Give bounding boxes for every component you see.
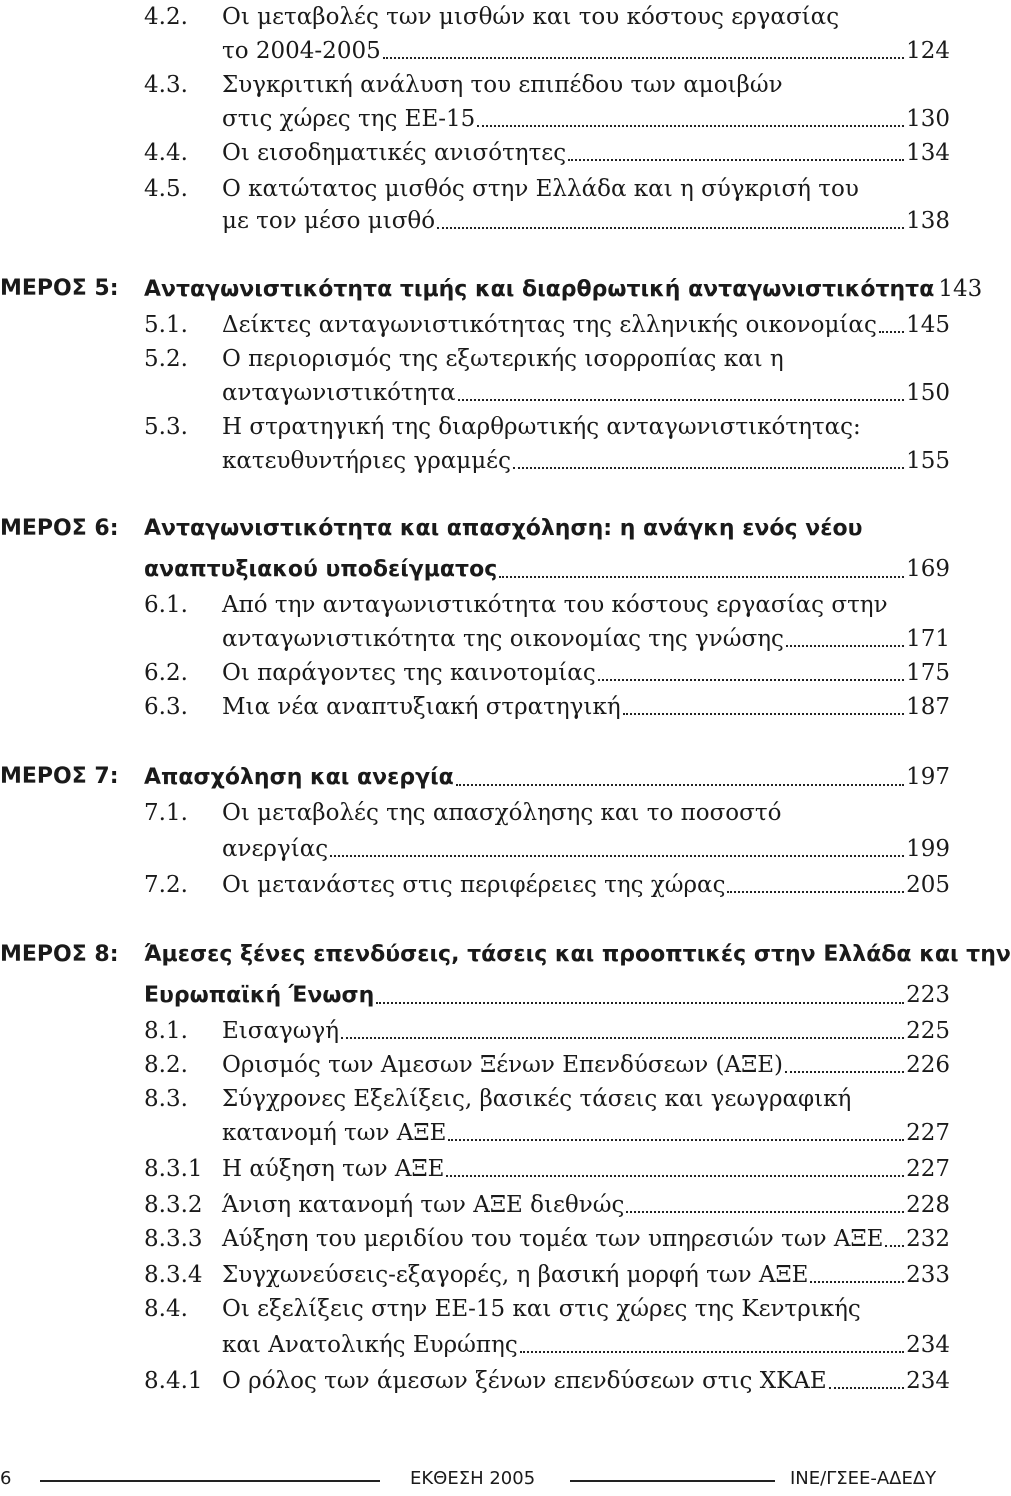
section-number: 5.2. (144, 346, 188, 372)
section-number: 8.4. (144, 1296, 188, 1322)
dot-leader (456, 784, 904, 786)
dot-leader (446, 1175, 904, 1177)
page-number: 150 (906, 380, 950, 406)
page-number: 227 (906, 1156, 950, 1182)
section-number: 5.3. (144, 414, 188, 440)
section-title: Συγκριτική ανάλυση του επιπέδου των αμοιβών (222, 72, 783, 98)
section-title: Η αύξηση των ΑΞΕ (222, 1156, 445, 1182)
section-title: Ορισμός των Αμεσων Ξένων Επενδύσεων (ΑΞΕ) (222, 1052, 784, 1078)
toc-entry-line (0, 690, 960, 724)
toc-entry-line (0, 0, 960, 34)
part-label: ΜΕΡΟΣ 8: (0, 942, 119, 967)
section-title: Άνιση κατανομή των ΑΞΕ διεθνώς (222, 1192, 625, 1218)
page-number: 205 (906, 872, 950, 898)
dot-leader (499, 576, 904, 578)
dot-leader (513, 467, 904, 469)
section-title: Οι εξελίξεις στην ΕΕ-15 και στις χώρες της Κεντρικής (222, 1296, 861, 1322)
footer-rule-right (570, 1480, 775, 1482)
toc-entry-line (0, 1328, 960, 1362)
toc-entry-line (0, 1014, 960, 1048)
dot-leader (568, 159, 904, 161)
footer-page-number: 6 (0, 1468, 12, 1489)
toc-entry-line (0, 34, 960, 68)
section-number: 8.3.2 (144, 1192, 203, 1218)
dot-leader (376, 1002, 904, 1004)
page-number: 134 (906, 140, 950, 166)
toc-entry-line (0, 68, 960, 102)
dot-leader (458, 399, 904, 401)
section-number: 4.4. (144, 140, 188, 166)
toc-entry-line (0, 622, 960, 656)
section-number: 4.2. (144, 4, 188, 30)
dot-leader (829, 1387, 904, 1389)
part-title: Ευρωπαϊκή Ένωση (144, 983, 375, 1008)
page-number: 226 (906, 1052, 950, 1078)
section-title: Οι μεταβολές των μισθών και του κόστους εργασίας (222, 4, 840, 30)
section-title: ανεργίας (222, 836, 329, 862)
section-title: Μια νέα αναπτυξιακή στρατηγική (222, 694, 621, 720)
section-number: 8.3. (144, 1086, 188, 1112)
section-title: Ο ρόλος των άμεσων ξένων επενδύσεων στις ΧΚΑΕ (222, 1368, 827, 1394)
page-number: 228 (906, 1192, 950, 1218)
toc-entry-line (0, 656, 960, 690)
section-title: Συγχωνεύσεις-εξαγορές, η βασική μορφή των ΑΞΕ (222, 1262, 809, 1288)
toc-entry-line (0, 796, 960, 830)
part-label: ΜΕΡΟΣ 7: (0, 764, 119, 789)
page-number: 233 (906, 1262, 950, 1288)
section-title: Δείκτες ανταγωνιστικότητας της ελληνικής οικονομίας (222, 312, 877, 338)
part-label: ΜΕΡΟΣ 5: (0, 276, 119, 301)
toc-entry-line (0, 1258, 960, 1292)
toc-entry-line (0, 832, 960, 866)
footer-right-text: ΙΝΕ/ΓΣΕΕ-ΑΔΕΔΥ (790, 1468, 937, 1489)
part-title: Ανταγωνιστικότητα τιμής και διαρθρωτική ανταγωνιστικότητα (144, 277, 935, 302)
page-number: 175 (906, 660, 950, 686)
section-title: ανταγωνιστικότητα της οικονομίας της γνώσης (222, 626, 784, 652)
part-heading-line (0, 760, 960, 794)
part-heading-line (0, 272, 983, 306)
toc-entry-line (0, 172, 960, 206)
part-heading-line (0, 552, 960, 586)
toc-entry-line (0, 1364, 960, 1398)
toc-entry-line (0, 1082, 960, 1116)
toc-entry-line (0, 444, 960, 478)
section-title: στις χώρες της ΕΕ-15 (222, 106, 476, 132)
section-title: το 2004-2005 (222, 38, 381, 64)
toc-entry-line (0, 376, 960, 410)
dot-leader (727, 891, 904, 893)
section-number: 7.1. (144, 800, 188, 826)
dot-leader (598, 679, 904, 681)
section-number: 4.3. (144, 72, 188, 98)
dot-leader (785, 1071, 904, 1073)
page-footer (0, 1466, 960, 1494)
footer-center-text: ΕΚΘΕΣΗ 2005 (410, 1468, 536, 1489)
dot-leader (520, 1351, 904, 1353)
page-number: 138 (906, 208, 950, 234)
section-number: 7.2. (144, 872, 188, 898)
section-number: 8.2. (144, 1052, 188, 1078)
dot-leader (885, 1245, 904, 1247)
toc-entry-line (0, 102, 960, 136)
section-title: Η στρατηγική της διαρθρωτικής ανταγωνιστικότητας: (222, 414, 861, 440)
toc-entry-line (0, 1048, 960, 1082)
page-number: 197 (906, 764, 950, 790)
page-number: 225 (906, 1018, 950, 1044)
section-title: κατανομή των ΑΞΕ (222, 1120, 447, 1146)
dot-leader (810, 1281, 904, 1283)
section-title: και Ανατολικής Ευρώπης (222, 1332, 518, 1358)
section-number: 8.3.1 (144, 1156, 203, 1182)
toc-entry-line (0, 1292, 960, 1326)
section-title: με τον μέσο μισθό (222, 208, 436, 234)
section-number: 8.3.3 (144, 1226, 203, 1252)
toc-entry-line (0, 136, 960, 170)
section-number: 4.5. (144, 176, 188, 202)
part-title: αναπτυξιακού υποδείγματος (144, 557, 498, 582)
section-title: Αύξηση του μεριδίου του τομέα των υπηρεσιών των ΑΞΕ (222, 1226, 884, 1252)
section-number: 6.1. (144, 592, 188, 618)
page-number: 232 (906, 1226, 950, 1252)
section-number: 6.2. (144, 660, 188, 686)
section-title: Από την ανταγωνιστικότητα του κόστους εργασίας στην (222, 592, 888, 618)
section-title: κατευθυντήριες γραμμές (222, 448, 511, 474)
page-number: 130 (906, 106, 950, 132)
section-title: Οι παράγοντες της καινοτομίας (222, 660, 596, 686)
page-number: 234 (906, 1368, 950, 1394)
page-number: 187 (906, 694, 950, 720)
toc-entry-line (0, 868, 960, 902)
toc-entry-line (0, 342, 960, 376)
toc-entry-line (0, 588, 960, 622)
toc-entry-line (0, 308, 960, 342)
part-title: Άμεσες ξένες επενδύσεις, τάσεις και προοπτικές στην Ελλάδα και την (144, 942, 1011, 967)
part-label: ΜΕΡΟΣ 6: (0, 516, 119, 541)
section-number: 8.3.4 (144, 1262, 203, 1288)
dot-leader (448, 1139, 904, 1141)
page-number: 169 (906, 556, 950, 582)
dot-leader (383, 57, 904, 59)
section-number: 8.1. (144, 1018, 188, 1044)
section-title: Σύγχρονες Εξελίξεις, βασικές τάσεις και γεωγραφική (222, 1086, 852, 1112)
section-title: Οι εισοδηματικές ανισότητες (222, 140, 567, 166)
part-heading-line (0, 938, 1011, 972)
page-number: 223 (906, 982, 950, 1008)
page-number: 171 (906, 626, 950, 652)
section-number: 5.1. (144, 312, 188, 338)
section-number: 6.3. (144, 694, 188, 720)
dot-leader (330, 855, 904, 857)
toc-entry-line (0, 1222, 960, 1256)
section-title: Εισαγωγή (222, 1018, 340, 1044)
part-title: Απασχόληση και ανεργία (144, 765, 454, 790)
dot-leader (786, 645, 904, 647)
section-title: Ο περιορισμός της εξωτερικής ισορροπίας και η (222, 346, 784, 372)
part-heading-line (0, 978, 960, 1012)
dot-leader (879, 331, 904, 333)
page-number: 145 (906, 312, 950, 338)
section-title: Οι μεταβολές της απασχόλησης και το ποσοστό (222, 800, 782, 826)
section-title: Ο κατώτατος μισθός στην Ελλάδα και η σύγκρισή του (222, 176, 859, 202)
dot-leader (477, 125, 904, 127)
toc-entry-line (0, 1188, 960, 1222)
page-number: 155 (906, 448, 950, 474)
dot-leader (626, 1211, 904, 1213)
section-title: Οι μετανάστες στις περιφέρειες της χώρας (222, 872, 726, 898)
dot-leader (437, 227, 904, 229)
part-title: Ανταγωνιστικότητα και απασχόληση: η ανάγκη ενός νέου (144, 516, 863, 541)
page-number: 199 (906, 836, 950, 862)
toc-entry-line (0, 1152, 960, 1186)
section-number: 8.4.1 (144, 1368, 203, 1394)
page-number: 227 (906, 1120, 950, 1146)
toc-entry-line (0, 204, 960, 238)
dot-leader (623, 713, 904, 715)
part-heading-line (0, 512, 960, 546)
toc-entry-line (0, 410, 960, 444)
dot-leader (341, 1037, 904, 1039)
page-number: 143 (938, 276, 983, 302)
toc-entry-line (0, 1116, 960, 1150)
footer-rule-left (40, 1480, 380, 1482)
section-title: ανταγωνιστικότητα (222, 380, 456, 406)
page-number: 234 (906, 1332, 950, 1358)
page-number: 124 (906, 38, 950, 64)
